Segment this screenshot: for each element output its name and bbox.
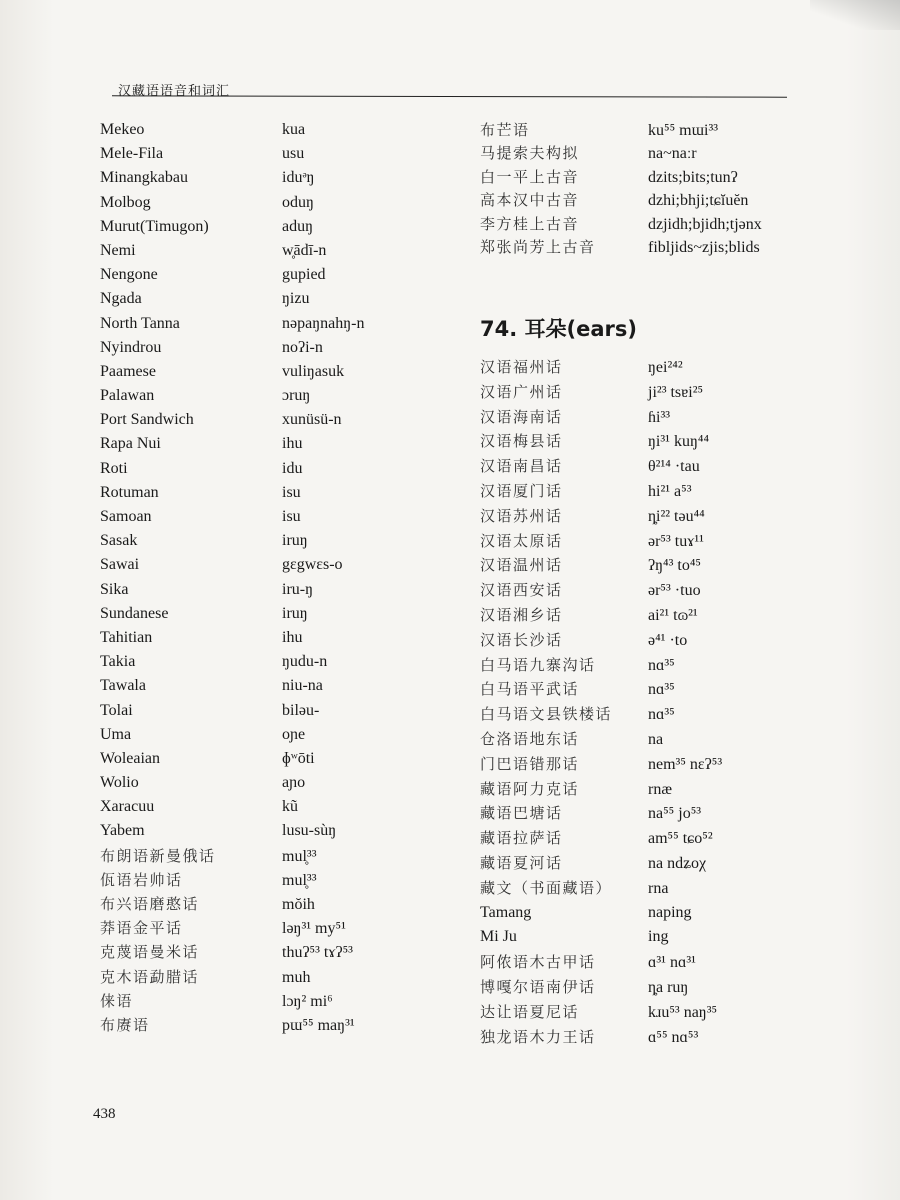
- entry-row: [100, 481, 430, 505]
- word-form: idu: [282, 459, 303, 477]
- word-form: ji²³ tsɐi²⁵: [648, 383, 704, 401]
- word-form: ɸʷōti: [282, 749, 315, 767]
- entry-row: [100, 916, 430, 940]
- entry-row: [480, 702, 800, 727]
- language-name: 白一平上古音: [480, 167, 580, 186]
- word-form: naping: [648, 903, 692, 921]
- word-form: kũ: [282, 798, 298, 816]
- entry-row: [100, 868, 430, 892]
- language-name: Xaracuu: [100, 798, 155, 816]
- word-form: kua: [282, 121, 306, 138]
- right-column: [480, 118, 800, 1046]
- word-form: na: [648, 730, 664, 748]
- word-form: nem³⁵ nɛʔ⁵³: [648, 755, 723, 773]
- word-form: ər⁵³ tuɤ¹¹: [648, 532, 704, 550]
- entry-row: [100, 215, 430, 239]
- language-name: Wolio: [100, 774, 139, 792]
- left-column: [100, 118, 430, 1037]
- word-form: xunüsü-n: [282, 411, 342, 429]
- entry-row: [480, 454, 800, 479]
- word-form: ŋi³¹ kuŋ⁴⁴: [648, 433, 710, 451]
- language-name: Takia: [100, 653, 136, 671]
- entry-row: [100, 142, 430, 166]
- word-form: nɑ³⁵: [648, 706, 675, 724]
- entry-row: [100, 844, 430, 868]
- word-form: rna: [648, 879, 669, 897]
- language-name: 马提索夫构拟: [480, 144, 580, 163]
- language-name: 达让语夏尼话: [480, 1002, 580, 1021]
- word-form: ŋei²⁴²: [648, 359, 683, 376]
- language-name: Mekeo: [100, 121, 145, 138]
- entry-row: [480, 950, 800, 975]
- word-form: pɯ⁵⁵ maŋ³¹: [282, 1016, 355, 1034]
- entry-row: [100, 650, 430, 674]
- word-form: θ²¹⁴ ·tau: [648, 458, 700, 476]
- language-name: 汉语温州话: [480, 556, 563, 575]
- language-name: Minangkabau: [100, 169, 188, 187]
- word-form: mŏih: [282, 896, 315, 913]
- entry-row: [100, 529, 430, 553]
- language-name: 汉语福州话: [480, 358, 563, 376]
- language-name: Rotuman: [100, 483, 159, 501]
- entry-row: [100, 602, 430, 626]
- entry-row: [480, 188, 800, 211]
- entry-row: [480, 118, 800, 141]
- language-name: 布芒语: [480, 121, 530, 139]
- word-form: fibljids~zjis;blids: [648, 238, 760, 256]
- entry-row: [480, 901, 800, 926]
- entry-row: [100, 723, 430, 747]
- word-form: ihu: [282, 628, 303, 646]
- word-form: niu-na: [282, 677, 323, 695]
- language-name: Roti: [100, 459, 128, 477]
- entry-row: [100, 819, 430, 843]
- language-name: Nemi: [100, 241, 136, 259]
- word-form: ing: [648, 928, 669, 946]
- entry-row: [100, 674, 430, 698]
- entry-row: [100, 578, 430, 602]
- language-name: 汉语梅县话: [480, 432, 563, 451]
- word-form: usu: [282, 145, 305, 163]
- entry-row: [100, 287, 430, 311]
- entry-row: [480, 925, 800, 950]
- entry-row: [100, 360, 430, 384]
- word-form: na ndʑoχ: [648, 854, 707, 872]
- page-corner-shadow: [810, 0, 900, 30]
- entry-row: [100, 191, 430, 215]
- language-name: 俫语: [100, 991, 134, 1010]
- language-name: 汉语海南话: [480, 407, 563, 426]
- entry-row: [480, 752, 800, 777]
- entry-row: [480, 429, 800, 454]
- language-name: 汉语广州话: [480, 382, 563, 401]
- entry-row: [480, 628, 800, 653]
- language-name: Ngada: [100, 290, 142, 308]
- word-form: ər⁵³ ·tuo: [648, 582, 701, 600]
- word-form: lɔŋ² mi⁶: [282, 992, 333, 1010]
- word-form: ə⁴¹ ·to: [648, 631, 688, 649]
- language-name: 博嘎尔语南伊话: [480, 977, 596, 996]
- language-name: Port Sandwich: [100, 411, 194, 429]
- word-form: kɹu⁵³ naŋ³⁵: [648, 1003, 718, 1021]
- word-form: ɑ³¹ nɑ³¹: [648, 954, 696, 972]
- word-form: ai²¹ tɷ²¹: [648, 606, 698, 624]
- entry-row: [100, 771, 430, 795]
- language-name: Sika: [100, 580, 129, 598]
- entry-row: [480, 603, 800, 628]
- language-name: 藏语阿力克话: [480, 779, 580, 798]
- entry-row: [480, 727, 800, 752]
- word-form: iru-ŋ: [282, 580, 314, 598]
- word-form: biləu-: [282, 701, 320, 719]
- word-form: ləŋ³¹ my⁵¹: [282, 920, 346, 938]
- language-name: 郑张尚芳上古音: [480, 237, 596, 256]
- word-form: rnæ: [648, 780, 672, 798]
- word-form: lusu-sùŋ: [282, 822, 337, 840]
- language-name: 汉语西安话: [480, 581, 563, 600]
- entry-row: [100, 626, 430, 650]
- entry-row: [480, 405, 800, 430]
- word-form: vuliŋasuk: [282, 362, 345, 380]
- language-name: 仓洛语地东话: [480, 729, 580, 748]
- entry-row: [100, 965, 430, 989]
- language-name: 佤语岩帅话: [100, 870, 183, 889]
- language-name: Mi Ju: [480, 928, 517, 946]
- language-name: 独龙语木力王话: [480, 1027, 596, 1046]
- page-number: 438: [93, 1106, 116, 1122]
- entry-row: [480, 851, 800, 876]
- entry-row: [100, 408, 430, 432]
- entry-row: [100, 747, 430, 771]
- word-form: ihu: [282, 435, 303, 453]
- entry-row: [480, 801, 800, 826]
- word-form: iruŋ: [282, 532, 308, 550]
- language-name: Tamang: [480, 903, 532, 921]
- language-name: 汉语南昌话: [480, 457, 563, 476]
- entry-row: [100, 312, 430, 336]
- word-form: hi²¹ a⁵³: [648, 482, 692, 500]
- entry-row: [480, 355, 800, 380]
- language-name: 藏文（书面藏语）: [480, 878, 613, 897]
- entry-row: [480, 826, 800, 851]
- entry-row: [480, 479, 800, 504]
- language-name: Rapa Nui: [100, 435, 161, 453]
- entry-row: [100, 1013, 430, 1037]
- word-form: dzjidh;bjidh;tjənx: [648, 215, 762, 233]
- entry-row: [100, 505, 430, 529]
- entry-row: [100, 553, 430, 577]
- word-form: oɲe: [282, 725, 306, 743]
- word-form: ŋizu: [282, 290, 310, 308]
- word-form: aduŋ: [282, 217, 314, 235]
- section-title: 74. 耳朵(ears): [480, 317, 637, 341]
- language-name: 白马语文县铁楼话: [480, 705, 613, 724]
- entry-row: [480, 165, 800, 188]
- word-form: na~naːr: [648, 145, 697, 163]
- word-form: mul̥³³: [282, 847, 317, 865]
- entry-row: [480, 504, 800, 529]
- language-name: Tawala: [100, 677, 146, 695]
- word-form: thuʔ⁵³ tɤʔ⁵³: [282, 944, 353, 962]
- language-name: 藏语夏河话: [480, 853, 563, 872]
- word-form: am⁵⁵ tɕo⁵²: [648, 830, 713, 848]
- language-name: Samoan: [100, 508, 152, 525]
- word-form: na⁵⁵ jo⁵³: [648, 805, 702, 823]
- language-name: Molbog: [100, 193, 151, 211]
- entry-row: [480, 777, 800, 802]
- entry-row: [100, 432, 430, 456]
- entry-row: [100, 239, 430, 263]
- language-name: Nyindrou: [100, 338, 162, 356]
- language-name: 阿侬语木古甲话: [480, 953, 596, 972]
- word-form: ɔruŋ: [282, 387, 311, 405]
- language-name: 布朗语新曼俄话: [100, 846, 216, 865]
- language-name: 高本汉中古音: [480, 191, 580, 210]
- entry-row: [480, 1000, 800, 1025]
- language-name: Sawai: [100, 556, 140, 574]
- entry-row: [100, 699, 430, 723]
- word-form: dzhi;bhji;tɕĭuĕn: [648, 192, 749, 210]
- word-form: muh: [282, 968, 311, 986]
- word-form: aɲo: [282, 774, 306, 792]
- word-form: ʔŋ⁴³ to⁴⁵: [648, 557, 701, 575]
- right-top-entries: [480, 118, 800, 258]
- word-form: nɑ³⁵: [648, 656, 675, 674]
- language-name: 克蔑语曼米话: [100, 943, 200, 962]
- word-form: gupied: [282, 266, 326, 284]
- entry-row: [480, 141, 800, 164]
- entry-row: [480, 975, 800, 1000]
- entry-row: [480, 653, 800, 678]
- word-form: ɦi³³: [648, 408, 671, 426]
- language-name: Sundanese: [100, 604, 169, 622]
- entry-row: [480, 212, 800, 235]
- word-form: ȵi²² təu⁴⁴: [648, 507, 705, 525]
- language-name: 白马语九寨沟话: [480, 655, 596, 674]
- entry-row: [480, 380, 800, 405]
- entry-row: [100, 940, 430, 964]
- word-form: ku⁵⁵ mɯi³³: [648, 122, 719, 139]
- word-form: ȵa ruŋ: [648, 978, 689, 996]
- language-name: Tolai: [100, 701, 133, 719]
- word-form: nɑ³⁵: [648, 681, 675, 699]
- entry-row: [480, 553, 800, 578]
- entry-row: [480, 1025, 800, 1050]
- language-name: 布赓语: [100, 1015, 150, 1034]
- entry-row: [480, 876, 800, 901]
- word-form: dzits;bits;tunʔ: [648, 168, 738, 186]
- word-form: ŋudu-n: [282, 653, 328, 671]
- language-name: Yabem: [100, 822, 145, 840]
- language-name: 门巴语错那话: [480, 754, 580, 773]
- word-form: isu: [282, 508, 301, 525]
- language-name: 莽语金平话: [100, 919, 183, 938]
- entry-row: [100, 166, 430, 190]
- language-name: 汉语太原话: [480, 531, 563, 550]
- word-form: gɛgwɛs-o: [282, 556, 343, 574]
- entry-row: [480, 529, 800, 554]
- entry-row: [480, 235, 800, 258]
- right-entries: [480, 355, 800, 1049]
- word-form: oduŋ: [282, 193, 314, 211]
- language-name: Tahitian: [100, 628, 153, 646]
- language-name: Sasak: [100, 532, 138, 550]
- word-form: w̥ādī-n: [282, 241, 327, 259]
- entry-row: [100, 336, 430, 360]
- language-name: 克木语勐腊话: [100, 967, 200, 986]
- language-name: Palawan: [100, 387, 155, 405]
- language-name: 汉语长沙话: [480, 630, 563, 649]
- word-form: isu: [282, 483, 301, 501]
- language-name: Woleaian: [100, 749, 161, 767]
- language-name: 汉语苏州话: [480, 506, 563, 525]
- language-name: 李方桂上古音: [480, 214, 580, 233]
- word-form: nəpaŋnahŋ-n: [282, 314, 365, 332]
- language-name: Mele-Fila: [100, 145, 164, 163]
- running-head: 汉藏语语音和词汇: [118, 84, 231, 99]
- language-name: 布兴语磨憨话: [100, 895, 200, 913]
- entry-row: [100, 263, 430, 287]
- language-name: Paamese: [100, 362, 156, 380]
- word-form: ɑ⁵⁵ nɑ⁵³: [648, 1028, 699, 1046]
- language-name: Uma: [100, 725, 132, 743]
- entry-row: [100, 457, 430, 481]
- entry-row: [480, 677, 800, 702]
- language-name: 白马语平武话: [480, 680, 580, 699]
- language-name: North Tanna: [100, 314, 180, 332]
- language-name: 藏语拉萨话: [480, 829, 563, 848]
- word-form: iduᵊŋ: [282, 169, 315, 187]
- language-name: 汉语厦门话: [480, 481, 563, 500]
- language-name: 汉语湘乡话: [480, 605, 563, 624]
- entry-row: [100, 989, 430, 1013]
- word-form: mul̥³³: [282, 871, 317, 889]
- language-name: 藏语巴塘话: [480, 804, 563, 823]
- language-name: Nengone: [100, 266, 158, 284]
- word-form: noʔi-n: [282, 338, 323, 356]
- entry-row: [100, 384, 430, 408]
- entry-row: [100, 795, 430, 819]
- entry-row: [100, 118, 430, 142]
- entry-row: [100, 892, 430, 916]
- language-name: Murut(Timugon): [100, 217, 209, 235]
- entry-row: [480, 578, 800, 603]
- word-form: iruŋ: [282, 604, 308, 622]
